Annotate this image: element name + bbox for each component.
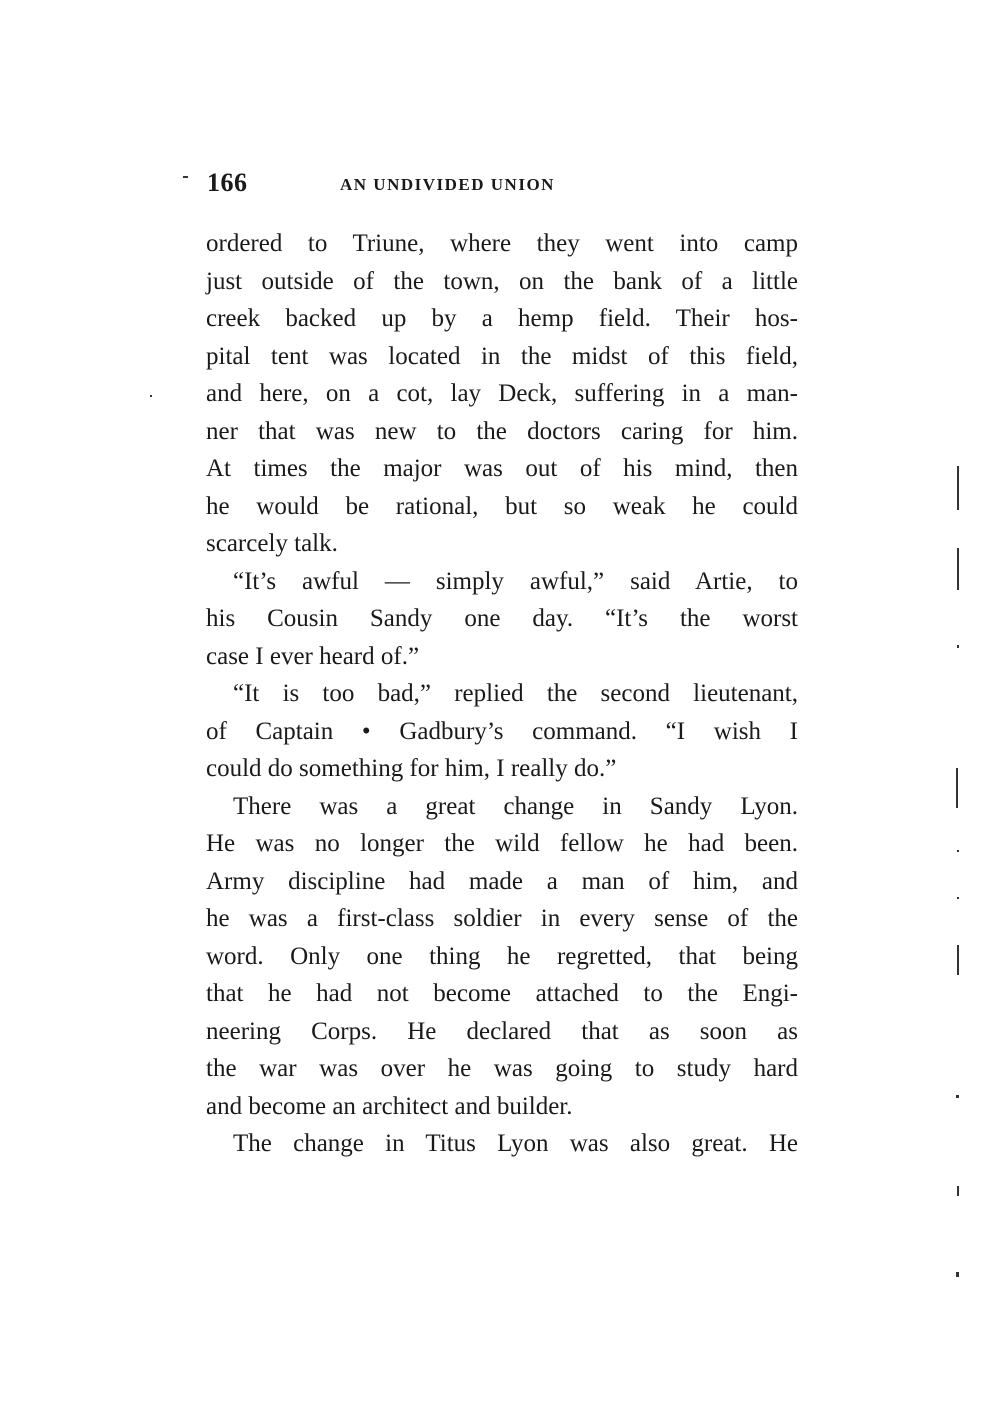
text-line: He was no longer the wild fellow he had been.	[206, 830, 798, 857]
scan-speck	[957, 1186, 959, 1196]
scan-speck	[957, 645, 959, 648]
scan-mark	[956, 768, 958, 808]
text-line: scarcely talk.	[206, 530, 338, 557]
text-line: creek backed up by a hemp field. Their hos-	[206, 305, 798, 332]
text-line: and here, on a cot, lay Deck, suffering in a man-	[206, 380, 798, 407]
text-line: the war was over he was going to study hard	[206, 1055, 798, 1082]
scan-mark	[957, 945, 959, 975]
text-line: and become an architect and builder.	[206, 1092, 573, 1120]
text-line: pital tent was located in the midst of this field,	[206, 342, 798, 370]
page-number: 166	[207, 168, 248, 197]
text-line: just outside of the town, on the bank of a little	[206, 267, 798, 295]
scan-speck	[957, 850, 959, 852]
scan-speck	[956, 1272, 959, 1277]
text-line: he would be rational, but so weak he could	[206, 492, 798, 520]
text-line: could do something for him, I really do.”	[206, 755, 617, 782]
text-line: There was a great change in Sandy Lyon.	[233, 792, 798, 820]
scan-speck	[956, 1095, 959, 1098]
text-line: “It’s awful — simply awful,” said Artie, to	[233, 567, 798, 595]
text-line: of Captain • Gadbury’s command. “I wish I	[206, 717, 798, 745]
text-line: ordered to Triune, where they went into camp	[206, 230, 798, 257]
text-line: his Cousin Sandy one day. “It’s the worst	[206, 605, 798, 632]
scan-mark	[957, 548, 959, 590]
text-line: neering Corps. He declared that as soon as	[206, 1017, 798, 1045]
text-line: The change in Titus Lyon was also great. He	[233, 1130, 798, 1157]
text-line: “It is too bad,” replied the second lieutenant,	[233, 680, 798, 707]
text-line: At times the major was out of his mind, then	[206, 455, 798, 482]
scan-speck	[957, 897, 959, 899]
text-line: case I ever heard of.”	[206, 642, 420, 670]
text-line: he was a first-class soldier in every sense of the	[206, 905, 798, 932]
body-text	[206, 225, 798, 1163]
text-line: word. Only one thing he regretted, that being	[206, 942, 798, 970]
scan-mark	[957, 466, 959, 510]
text-line: that he had not become attached to the Engi-	[206, 980, 798, 1007]
text-line: Army discipline had made a man of him, and	[206, 867, 798, 895]
scan-speck	[150, 395, 152, 397]
running-head: AN UNDIVIDED UNION	[340, 175, 555, 194]
scan-speck	[183, 176, 188, 178]
text-line: ner that was new to the doctors caring for him.	[206, 417, 798, 445]
